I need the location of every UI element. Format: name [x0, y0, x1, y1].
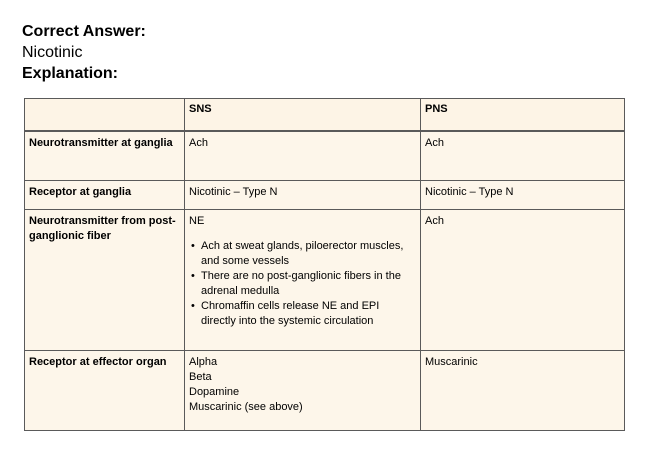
list-item: Alpha — [189, 356, 218, 368]
list-item: Muscarinic (see above) — [189, 401, 303, 413]
table-row — [25, 132, 625, 181]
table-row — [25, 351, 625, 431]
cell-pns-neurotransmitter-postganglionic: Ach — [421, 210, 625, 351]
cell-sns-neurotransmitter-postganglionic — [185, 210, 421, 351]
row-label-receptor-effector: Receptor at effector organ — [25, 351, 185, 431]
cell-sns-receptor-effector — [185, 351, 421, 431]
table-header-row — [25, 99, 625, 131]
sns-postganglionic-notes — [189, 239, 416, 329]
table-row — [25, 210, 625, 351]
sns-postganglionic-primary: NE — [189, 215, 205, 227]
list-item: Dopamine — [189, 386, 240, 398]
list-item: Beta — [189, 371, 212, 383]
comparison-table-container — [24, 98, 624, 431]
header-cell-sns: SNS — [185, 99, 421, 131]
correct-answer-label: Correct Answer: — [22, 23, 146, 40]
list-item: • Ach at sweat glands, piloerector muscles, and some vessels — [201, 239, 416, 269]
answer-block — [22, 21, 146, 84]
sns-pns-comparison-table — [24, 98, 625, 431]
list-item: • Chromaffin cells release NE and EPI directly into the systemic circulation — [201, 299, 416, 329]
row-label-neurotransmitter-postganglionic: Neurotransmitter from post-ganglionic fiber — [25, 210, 185, 351]
sns-effector-receptor-list — [189, 355, 416, 415]
cell-sns-neurotransmitter-ganglia: Ach — [185, 132, 421, 181]
table-row — [25, 181, 625, 210]
explanation-label: Explanation: — [22, 65, 119, 82]
cell-pns-neurotransmitter-ganglia: Ach — [421, 132, 625, 181]
list-item: • There are no post-ganglionic fibers in the adrenal medulla — [201, 269, 416, 299]
cell-pns-receptor-ganglia: Nicotinic – Type N — [421, 181, 625, 210]
row-label-receptor-ganglia: Receptor at ganglia — [25, 181, 185, 210]
cell-pns-receptor-effector: Muscarinic — [421, 351, 625, 431]
cell-sns-receptor-ganglia: Nicotinic – Type N — [185, 181, 421, 210]
header-cell-empty — [25, 99, 185, 131]
row-label-neurotransmitter-ganglia: Neurotransmitter at ganglia — [25, 132, 185, 181]
correct-answer-value: Nicotinic — [22, 44, 83, 61]
header-cell-pns: PNS — [421, 99, 625, 131]
